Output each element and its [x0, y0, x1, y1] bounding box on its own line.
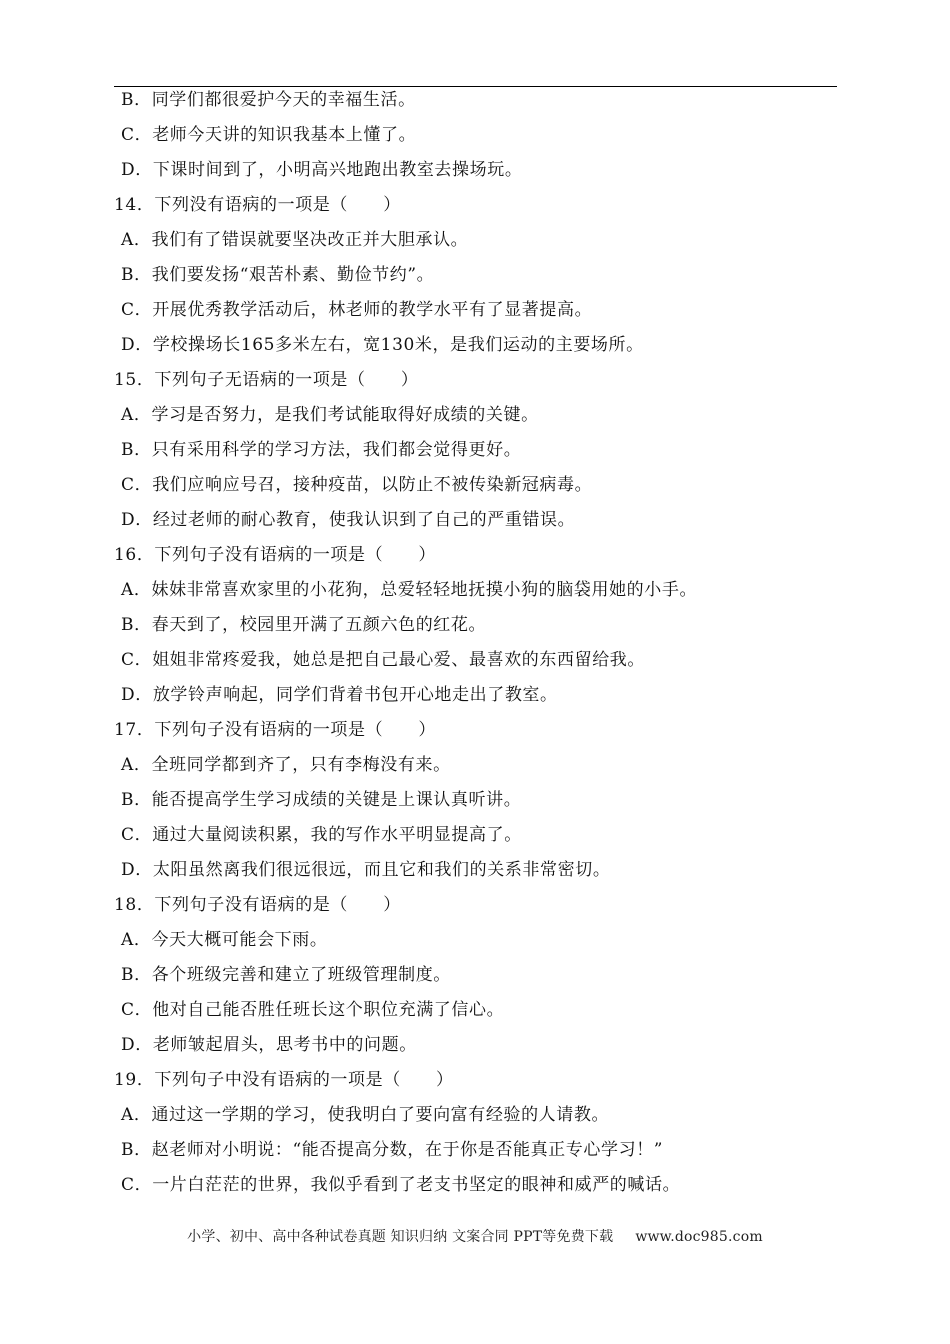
header-rule: [114, 86, 837, 87]
option-19-b: B．赵老师对小明说：“能否提高分数，在于你是否能真正专心学习！”: [121, 1140, 664, 1160]
option-19-c: C．一片白茫茫的世界，我似乎看到了老支书坚定的眼神和威严的喊话。: [121, 1175, 681, 1195]
question-18: 18．下列句子没有语病的是（ ）: [114, 895, 401, 915]
option-13-b: B．同学们都很爱护今天的幸福生活。: [121, 90, 416, 110]
option-18-a: A．今天大概可能会下雨。: [121, 930, 328, 950]
question-19: 19．下列句子中没有语病的一项是（ ）: [114, 1070, 454, 1090]
option-17-b: B．能否提高学生学习成绩的关键是上课认真听讲。: [121, 790, 522, 810]
option-16-a: A．妹妹非常喜欢家里的小花狗，总爱轻轻地抚摸小狗的脑袋用她的小手。: [121, 580, 698, 600]
option-15-c: C．我们应响应号召，接种疫苗，以防止不被传染新冠病毒。: [121, 475, 593, 495]
question-17: 17．下列句子没有语病的一项是（ ）: [114, 720, 437, 740]
footer-text: 小学、初中、高中各种试卷真题 知识归纳 文案合同 PPT等免费下载: [187, 1229, 614, 1245]
option-14-b: B．我们要发扬“艰苦朴素、勤俭节约”。: [121, 265, 435, 285]
option-14-d: D．学校操场长165多米左右，宽130米，是我们运动的主要场所。: [121, 335, 644, 355]
option-15-b: B．只有采用科学的学习方法，我们都会觉得更好。: [121, 440, 522, 460]
page-footer: [0, 1227, 950, 1247]
option-13-d: D．下课时间到了，小明高兴地跑出教室去操场玩。: [121, 160, 523, 180]
option-19-a: A．通过这一学期的学习，使我明白了要向富有经验的人请教。: [121, 1105, 610, 1125]
option-15-d: D．经过老师的耐心教育，使我认识到了自己的严重错误。: [121, 510, 576, 530]
option-17-a: A．全班同学都到齐了，只有李梅没有来。: [121, 755, 451, 775]
option-15-a: A．学习是否努力，是我们考试能取得好成绩的关键。: [121, 405, 539, 425]
option-18-b: B．各个班级完善和建立了班级管理制度。: [121, 965, 451, 985]
option-14-a: A．我们有了错误就要坚决改正并大胆承认。: [121, 230, 469, 250]
option-13-c: C．老师今天讲的知识我基本上懂了。: [121, 125, 417, 145]
option-16-d: D．放学铃声响起，同学们背着书包开心地走出了教室。: [121, 685, 558, 705]
option-18-d: D．老师皱起眉头，思考书中的问题。: [121, 1035, 417, 1055]
footer-url-link[interactable]: www.doc985.com: [635, 1229, 763, 1245]
option-16-b: B．春天到了，校园里开满了五颜六色的红花。: [121, 615, 487, 635]
option-18-c: C．他对自己能否胜任班长这个职位充满了信心。: [121, 1000, 505, 1020]
question-16: 16．下列句子没有语病的一项是（ ）: [114, 545, 437, 565]
question-15: 15．下列句子无语病的一项是（ ）: [114, 370, 419, 390]
option-16-c: C．姐姐非常疼爱我，她总是把自己最心爱、最喜欢的东西留给我。: [121, 650, 646, 670]
option-17-d: D．太阳虽然离我们很远很远，而且它和我们的关系非常密切。: [121, 860, 611, 880]
question-14: 14．下列没有语病的一项是（ ）: [114, 195, 401, 215]
option-14-c: C．开展优秀教学活动后，林老师的教学水平有了显著提高。: [121, 300, 593, 320]
option-17-c: C．通过大量阅读积累，我的写作水平明显提高了。: [121, 825, 522, 845]
